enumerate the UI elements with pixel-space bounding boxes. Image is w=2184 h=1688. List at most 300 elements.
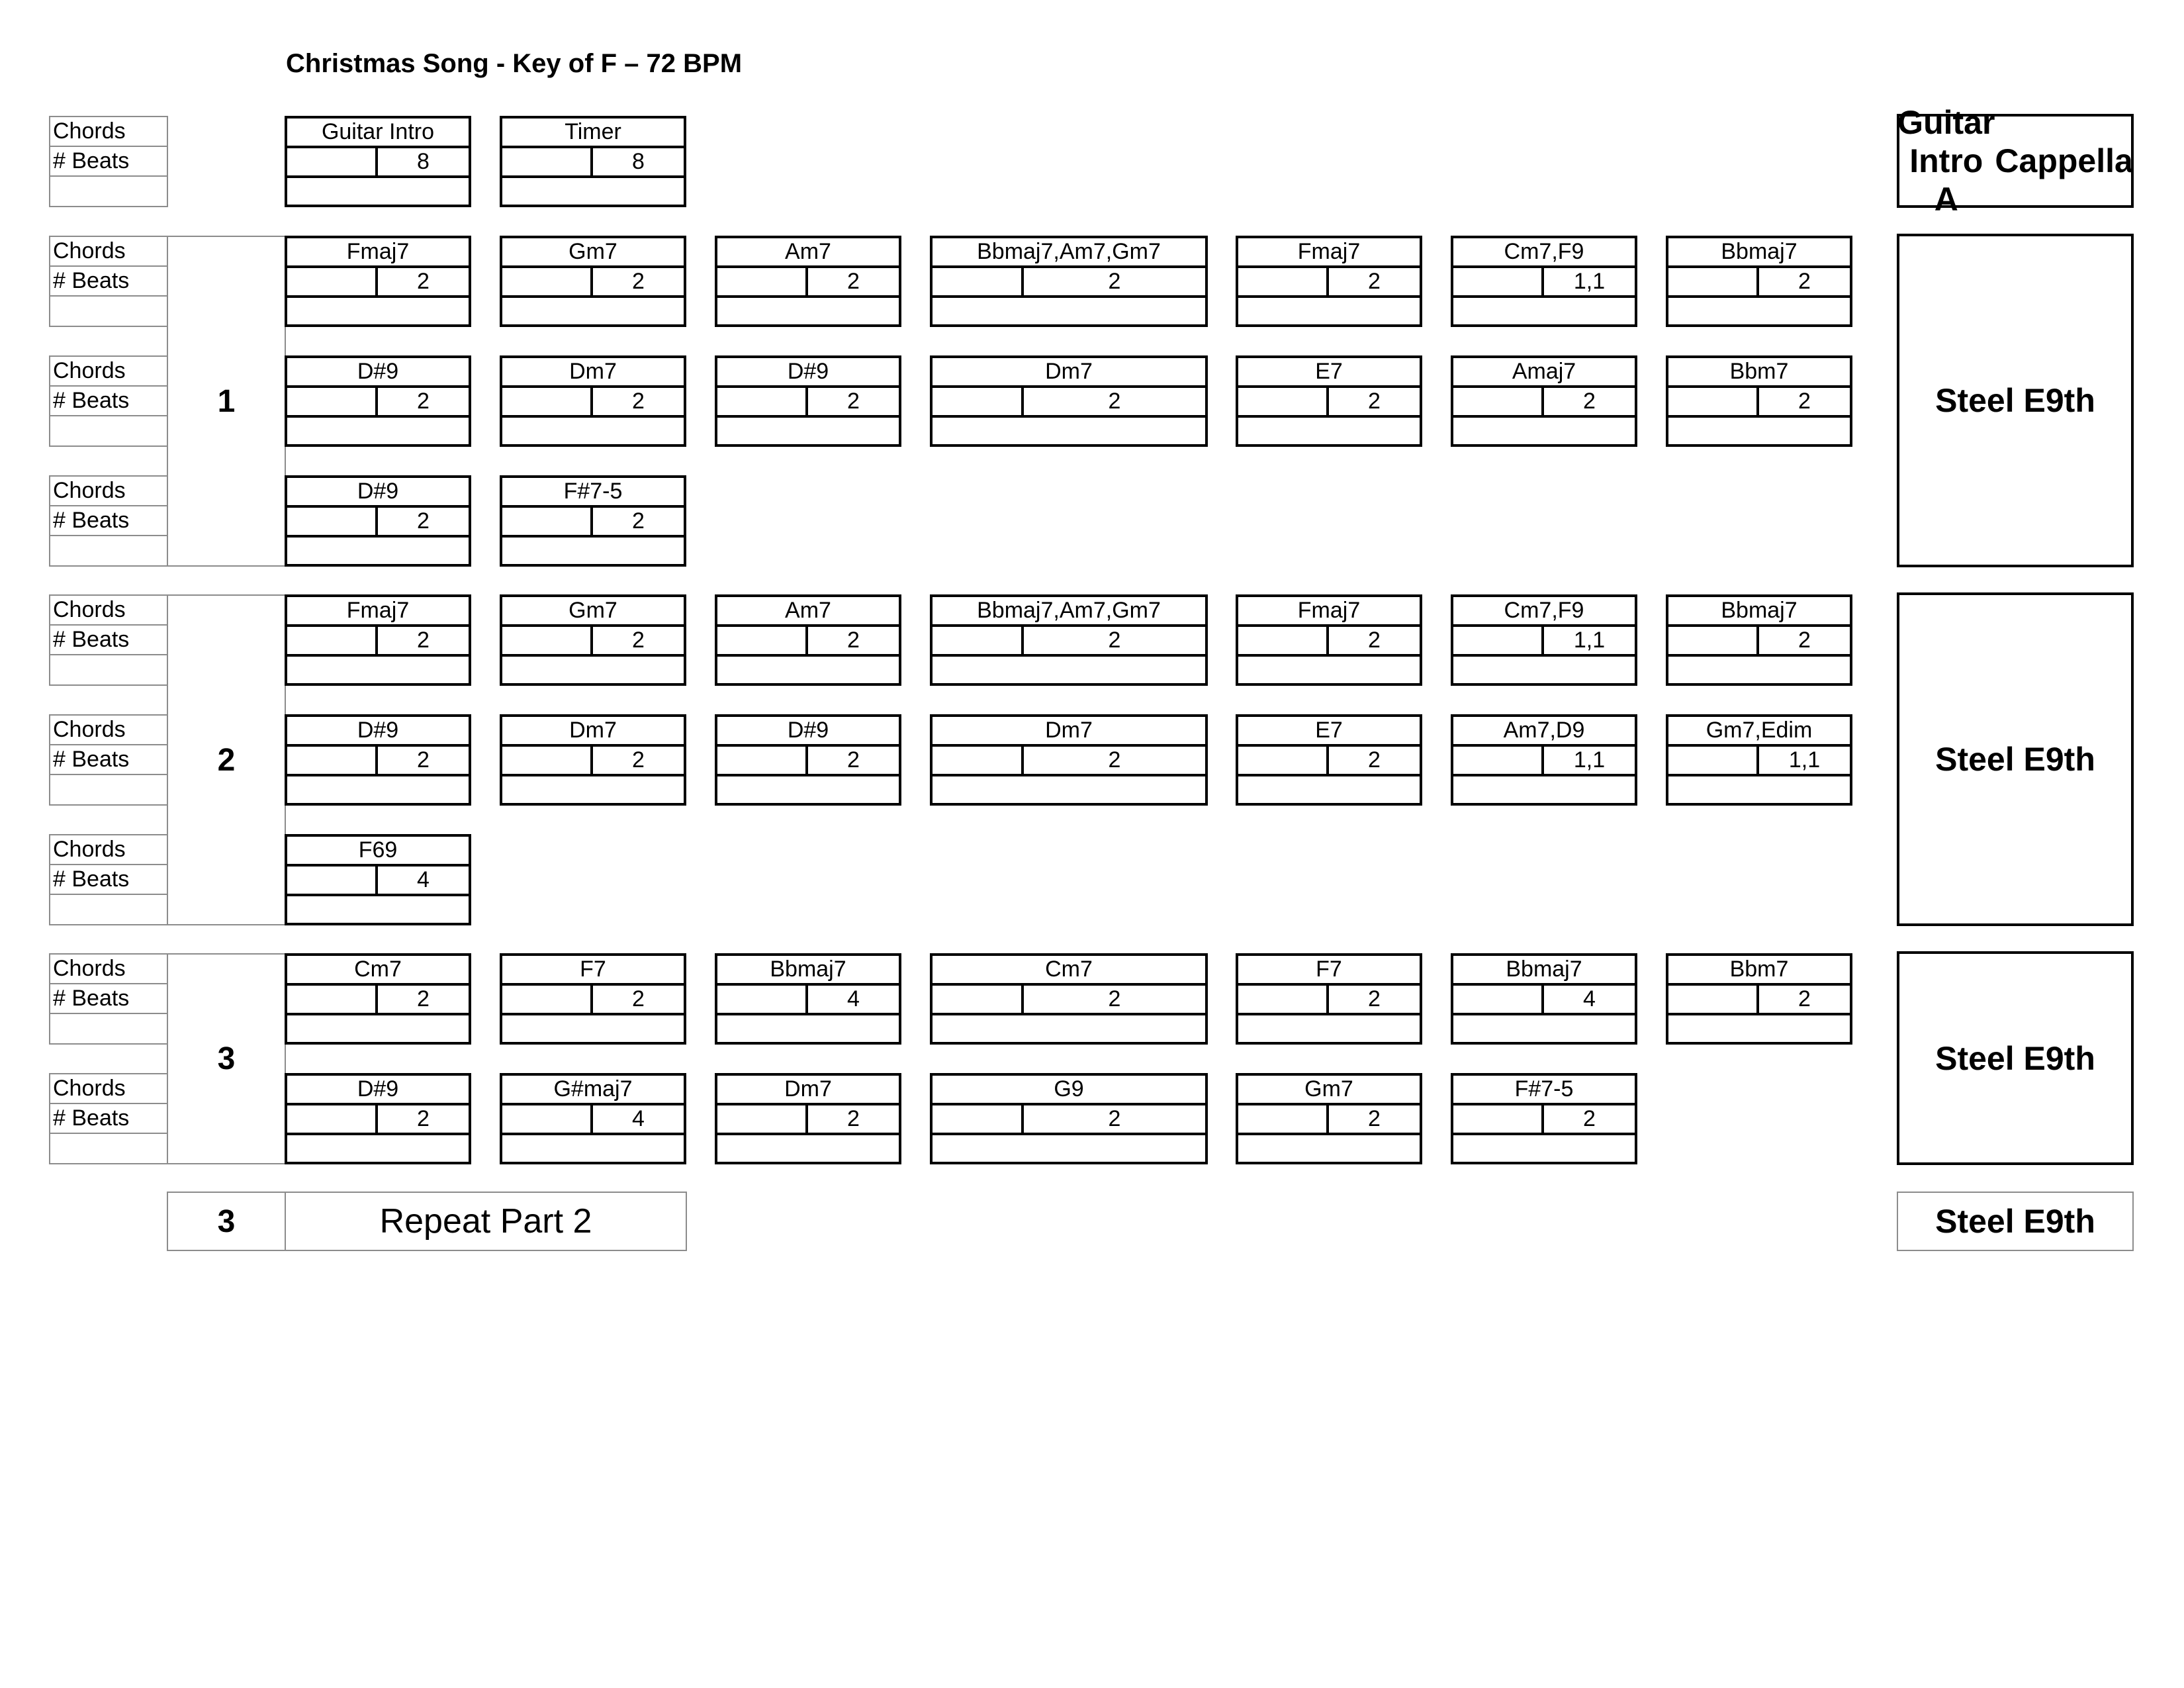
beats-row	[717, 388, 899, 418]
notes-cell[interactable]	[502, 538, 684, 565]
beat-count: 2	[1108, 986, 1121, 1011]
beat-count: 2	[1108, 747, 1121, 773]
chord-box[interactable]	[1236, 953, 1422, 1045]
chord-box[interactable]	[715, 236, 901, 327]
chord-name: Am7	[717, 238, 899, 268]
notes-cell[interactable]	[933, 298, 1205, 326]
beats-blank-cell	[933, 268, 1024, 295]
beats-blank-cell	[1238, 747, 1329, 774]
beats-label: # Beats	[50, 1104, 167, 1134]
beats-blank-cell	[933, 388, 1024, 415]
beat-count: 2	[1368, 747, 1381, 773]
chord-name: Cm7	[933, 956, 1205, 986]
intro-side-line: Cappella	[1995, 142, 2133, 179]
notes-cell[interactable]	[717, 1015, 899, 1043]
beat-count: 2	[632, 269, 645, 294]
notes-cell[interactable]	[1453, 298, 1635, 326]
notes-cell[interactable]	[1453, 776, 1635, 804]
beat-count: 2	[417, 508, 430, 534]
chord-box[interactable]	[1451, 714, 1637, 806]
chord-name: Dm7	[933, 717, 1205, 747]
beat-count: 2	[1798, 269, 1811, 294]
beats-label: # Beats	[50, 865, 167, 895]
beats-row	[1668, 268, 1850, 298]
beat-count: 2	[632, 986, 645, 1011]
chord-name: Cm7,F9	[1453, 238, 1635, 268]
beats-row	[933, 1105, 1205, 1135]
beats-blank-cell	[502, 747, 593, 774]
beats-blank-cell	[717, 1105, 808, 1133]
notes-cell[interactable]	[717, 657, 899, 684]
beats-row	[717, 1105, 899, 1135]
chord-name: F7	[1238, 956, 1420, 986]
row-label-block	[49, 953, 168, 1045]
notes-cell[interactable]	[502, 418, 684, 445]
chord-name: Gm7,Edim	[1668, 717, 1850, 747]
chord-box[interactable]	[285, 355, 471, 447]
beats-blank-cell	[1238, 986, 1329, 1013]
beat-count: 1,1	[1573, 628, 1606, 653]
chord-name: D#9	[717, 358, 899, 388]
beat-count: 2	[417, 986, 430, 1011]
blank-label-cell	[50, 1134, 167, 1164]
beats-label: # Beats	[50, 147, 167, 177]
chord-name: D#9	[287, 717, 469, 747]
chord-box[interactable]	[285, 714, 471, 806]
beats-row	[502, 627, 684, 657]
beats-row	[1668, 388, 1850, 418]
beat-count: 2	[1798, 628, 1811, 653]
beats-blank-cell	[1668, 747, 1759, 774]
chord-box[interactable]	[1451, 594, 1637, 686]
beats-blank-cell	[1238, 1105, 1329, 1133]
blank-label-cell	[50, 895, 167, 925]
beats-blank-cell	[1453, 1105, 1544, 1133]
chord-name: Am7	[717, 597, 899, 627]
chord-name: Dm7	[502, 717, 684, 747]
notes-cell[interactable]	[287, 776, 469, 804]
chord-box[interactable]	[1236, 236, 1422, 327]
blank-label-cell	[50, 177, 167, 207]
chord-box[interactable]	[1451, 1073, 1637, 1164]
beat-count: 4	[847, 986, 860, 1011]
notes-cell[interactable]	[933, 657, 1205, 684]
beat-count: 2	[417, 747, 430, 773]
beats-row	[502, 1105, 684, 1135]
beats-row	[1453, 1105, 1635, 1135]
chords-label: Chords	[50, 237, 167, 267]
repeat-instruction: Repeat Part 2	[285, 1192, 687, 1251]
chord-name: Bbmaj7	[1453, 956, 1635, 986]
chord-box[interactable]	[1236, 594, 1422, 686]
row-label-block	[49, 594, 168, 686]
notes-cell[interactable]	[1238, 1015, 1420, 1043]
beats-blank-cell	[717, 388, 808, 415]
beat-count: 2	[1798, 986, 1811, 1011]
beat-count: 2	[417, 628, 430, 653]
chord-box[interactable]	[500, 475, 686, 567]
notes-cell[interactable]	[717, 776, 899, 804]
notes-cell[interactable]	[1668, 776, 1850, 804]
beats-row	[287, 268, 469, 298]
beats-blank-cell	[287, 508, 378, 535]
notes-cell[interactable]	[1238, 418, 1420, 445]
notes-cell[interactable]	[717, 418, 899, 445]
row-label-block	[49, 834, 168, 925]
chord-box[interactable]	[930, 594, 1208, 686]
beat-count: 4	[632, 1106, 645, 1131]
row-label-block	[49, 355, 168, 447]
notes-cell[interactable]	[287, 896, 469, 924]
notes-cell[interactable]	[287, 1015, 469, 1043]
chord-box[interactable]	[1666, 236, 1852, 327]
chords-label: Chords	[50, 596, 167, 626]
chord-box[interactable]	[930, 236, 1208, 327]
beats-blank-cell	[1668, 268, 1759, 295]
beats-blank-cell	[933, 627, 1024, 654]
beat-count: 2	[1368, 986, 1381, 1011]
section-side-label: Steel E9th	[1897, 234, 2134, 567]
beats-blank-cell	[1453, 986, 1544, 1013]
row-label-block	[49, 475, 168, 567]
chord-name: Cm7,F9	[1453, 597, 1635, 627]
beat-count: 2	[1108, 389, 1121, 414]
chords-label: Chords	[50, 117, 167, 147]
beats-row	[1668, 627, 1850, 657]
beats-blank-cell	[717, 627, 808, 654]
notes-cell[interactable]	[1238, 1135, 1420, 1163]
notes-cell[interactable]	[1668, 657, 1850, 684]
beats-row	[502, 986, 684, 1015]
chords-label: Chords	[50, 835, 167, 865]
notes-cell[interactable]	[287, 298, 469, 326]
page-title: Christmas Song - Key of F – 72 BPM	[286, 49, 743, 78]
beats-blank-cell	[287, 148, 378, 175]
beats-row	[287, 148, 469, 178]
beat-count: 2	[417, 269, 430, 294]
beats-label: # Beats	[50, 387, 167, 416]
chord-name: Dm7	[933, 358, 1205, 388]
beats-row	[287, 747, 469, 776]
notes-cell[interactable]	[287, 1135, 469, 1163]
beats-blank-cell	[287, 627, 378, 654]
beats-row	[1238, 627, 1420, 657]
beats-blank-cell	[287, 388, 378, 415]
beats-row	[287, 986, 469, 1015]
beat-count: 2	[632, 508, 645, 534]
beats-row	[1453, 268, 1635, 298]
beats-blank-cell	[1668, 986, 1759, 1013]
beats-row	[1453, 627, 1635, 657]
beats-label: # Beats	[50, 267, 167, 297]
chord-box[interactable]	[500, 116, 686, 207]
chord-name: F7	[502, 956, 684, 986]
chord-box[interactable]	[285, 1073, 471, 1164]
beats-blank-cell	[287, 986, 378, 1013]
beat-count: 1,1	[1573, 747, 1606, 773]
chord-name: Bbmaj7,Am7,Gm7	[933, 238, 1205, 268]
notes-cell[interactable]	[1238, 298, 1420, 326]
chord-name: Bbmaj7	[1668, 238, 1850, 268]
chord-name: Guitar Intro	[287, 118, 469, 148]
chord-box[interactable]	[1451, 953, 1637, 1045]
beat-count: 8	[632, 149, 645, 174]
beats-label: # Beats	[50, 745, 167, 775]
beats-blank-cell	[933, 747, 1024, 774]
chord-box[interactable]	[500, 355, 686, 447]
chords-label: Chords	[50, 955, 167, 984]
beats-blank-cell	[1238, 388, 1329, 415]
beat-count: 2	[1368, 269, 1381, 294]
intro-side-label	[1897, 104, 2134, 218]
beats-row	[287, 388, 469, 418]
beats-blank-cell	[933, 986, 1024, 1013]
intro-side-line: Guitar Intro A	[1897, 104, 1995, 218]
chord-name: Cm7	[287, 956, 469, 986]
beat-count: 2	[1583, 389, 1596, 414]
chord-name: Timer	[502, 118, 684, 148]
chord-box[interactable]	[285, 834, 471, 925]
chord-name: Am7,D9	[1453, 717, 1635, 747]
beats-blank-cell	[287, 867, 378, 894]
notes-cell[interactable]	[502, 298, 684, 326]
beat-count: 2	[1368, 389, 1381, 414]
chord-name: Fmaj7	[287, 238, 469, 268]
beats-blank-cell	[1453, 268, 1544, 295]
beats-blank-cell	[933, 1105, 1024, 1133]
notes-cell[interactable]	[933, 776, 1205, 804]
beat-count: 2	[1108, 269, 1121, 294]
section-number: 1	[167, 236, 286, 567]
section-side-label: Steel E9th	[1897, 951, 2134, 1165]
beats-row	[502, 388, 684, 418]
chord-box[interactable]	[500, 1073, 686, 1164]
notes-cell[interactable]	[717, 298, 899, 326]
beats-label: # Beats	[50, 626, 167, 655]
chord-box[interactable]	[500, 236, 686, 327]
beats-row	[1238, 268, 1420, 298]
chords-label: Chords	[50, 716, 167, 745]
chord-box[interactable]	[1666, 953, 1852, 1045]
notes-cell[interactable]	[502, 776, 684, 804]
beat-count: 2	[1798, 389, 1811, 414]
chord-box[interactable]	[715, 355, 901, 447]
notes-cell[interactable]	[933, 1135, 1205, 1163]
beats-row	[717, 268, 899, 298]
notes-cell[interactable]	[1453, 657, 1635, 684]
beats-row	[933, 986, 1205, 1015]
blank-label-cell	[50, 536, 167, 566]
notes-cell[interactable]	[502, 178, 684, 206]
blank-label-cell	[50, 655, 167, 685]
chord-name: Bbm7	[1668, 956, 1850, 986]
beats-row	[1668, 986, 1850, 1015]
beats-row	[1453, 388, 1635, 418]
beats-label: # Beats	[50, 506, 167, 536]
beats-blank-cell	[502, 148, 593, 175]
row-label-block	[49, 236, 168, 327]
notes-cell[interactable]	[1453, 418, 1635, 445]
beat-count: 2	[847, 747, 860, 773]
chord-box[interactable]	[500, 714, 686, 806]
notes-cell[interactable]	[502, 1015, 684, 1043]
beats-row	[1453, 747, 1635, 776]
chord-box[interactable]	[1451, 236, 1637, 327]
chord-box[interactable]	[285, 594, 471, 686]
chord-box[interactable]	[715, 1073, 901, 1164]
beats-row	[933, 388, 1205, 418]
chord-name: F#7-5	[502, 478, 684, 508]
notes-cell[interactable]	[1668, 298, 1850, 326]
chord-name: Bbm7	[1668, 358, 1850, 388]
chord-box[interactable]	[1451, 355, 1637, 447]
chord-box[interactable]	[930, 355, 1208, 447]
chord-box[interactable]	[715, 953, 901, 1045]
chord-box[interactable]	[285, 953, 471, 1045]
beats-row	[1238, 1105, 1420, 1135]
chord-box[interactable]	[930, 714, 1208, 806]
chord-name: Fmaj7	[1238, 238, 1420, 268]
beats-row	[287, 508, 469, 538]
chord-name: Gm7	[502, 238, 684, 268]
chord-name: F#7-5	[1453, 1076, 1635, 1105]
beat-count: 2	[1583, 1106, 1596, 1131]
notes-cell[interactable]	[1668, 1015, 1850, 1043]
beats-blank-cell	[1453, 388, 1544, 415]
chord-box[interactable]	[285, 116, 471, 207]
chord-name: G#maj7	[502, 1076, 684, 1105]
row-label-block	[49, 714, 168, 806]
beats-row	[287, 627, 469, 657]
notes-cell[interactable]	[287, 418, 469, 445]
beats-row	[1238, 747, 1420, 776]
beat-count: 4	[1583, 986, 1596, 1011]
chord-box[interactable]	[930, 1073, 1208, 1164]
chord-name: Amaj7	[1453, 358, 1635, 388]
beat-count: 2	[632, 628, 645, 653]
chord-name: Fmaj7	[1238, 597, 1420, 627]
beat-count: 2	[847, 628, 860, 653]
beats-blank-cell	[502, 627, 593, 654]
beats-row	[502, 508, 684, 538]
chord-name: Dm7	[717, 1076, 899, 1105]
beats-blank-cell	[1238, 268, 1329, 295]
beats-blank-cell	[1668, 627, 1759, 654]
chord-box[interactable]	[500, 953, 686, 1045]
notes-cell[interactable]	[287, 538, 469, 565]
chord-box[interactable]	[1666, 355, 1852, 447]
beats-row	[502, 148, 684, 178]
row-label-block	[49, 116, 168, 207]
blank-label-cell	[50, 416, 167, 446]
notes-cell[interactable]	[1453, 1135, 1635, 1163]
beat-count: 2	[1368, 1106, 1381, 1131]
chords-label: Chords	[50, 357, 167, 387]
beats-blank-cell	[502, 986, 593, 1013]
notes-cell[interactable]	[933, 1015, 1205, 1043]
beats-blank-cell	[287, 268, 378, 295]
beats-blank-cell	[502, 268, 593, 295]
chord-box[interactable]	[285, 475, 471, 567]
beats-row	[1453, 986, 1635, 1015]
chord-name: D#9	[717, 717, 899, 747]
section-number: 3	[167, 953, 286, 1164]
beat-count: 2	[417, 389, 430, 414]
chord-name: F69	[287, 837, 469, 867]
chord-name: D#9	[287, 478, 469, 508]
notes-cell[interactable]	[1453, 1015, 1635, 1043]
notes-cell[interactable]	[502, 657, 684, 684]
beats-row	[717, 747, 899, 776]
chord-box[interactable]	[1666, 594, 1852, 686]
beats-blank-cell	[287, 1105, 378, 1133]
beats-row	[502, 747, 684, 776]
notes-cell[interactable]	[287, 178, 469, 206]
repeat-number: 3	[167, 1192, 286, 1251]
blank-label-cell	[50, 297, 167, 326]
beat-count: 2	[632, 389, 645, 414]
chord-name: E7	[1238, 717, 1420, 747]
notes-cell[interactable]	[1238, 776, 1420, 804]
chord-name: Bbmaj7	[717, 956, 899, 986]
notes-cell[interactable]	[717, 1135, 899, 1163]
section-side-label: Steel E9th	[1897, 592, 2134, 926]
chord-name: G9	[933, 1076, 1205, 1105]
beat-count: 2	[1108, 1106, 1121, 1131]
beats-blank-cell	[717, 747, 808, 774]
beat-count: 8	[417, 149, 430, 174]
chord-name: Dm7	[502, 358, 684, 388]
chords-label: Chords	[50, 477, 167, 506]
chord-box[interactable]	[1236, 355, 1422, 447]
beats-blank-cell	[502, 1105, 593, 1133]
blank-label-cell	[50, 775, 167, 805]
beats-blank-cell	[717, 986, 808, 1013]
section-number: 2	[167, 594, 286, 925]
notes-cell[interactable]	[1668, 418, 1850, 445]
notes-cell[interactable]	[502, 1135, 684, 1163]
beat-count: 4	[417, 867, 430, 892]
chord-box[interactable]	[715, 594, 901, 686]
notes-cell[interactable]	[287, 657, 469, 684]
chord-box[interactable]	[715, 714, 901, 806]
beat-count: 1,1	[1788, 747, 1821, 773]
beats-blank-cell	[1238, 627, 1329, 654]
beats-row	[287, 1105, 469, 1135]
chord-box[interactable]	[285, 236, 471, 327]
beats-label: # Beats	[50, 984, 167, 1014]
chord-box[interactable]	[1236, 714, 1422, 806]
chord-box[interactable]	[1666, 714, 1852, 806]
beat-count: 2	[1108, 628, 1121, 653]
chords-label: Chords	[50, 1074, 167, 1104]
beats-row	[1668, 747, 1850, 776]
chord-box[interactable]	[930, 953, 1208, 1045]
beats-row	[933, 268, 1205, 298]
chord-box[interactable]	[500, 594, 686, 686]
beats-row	[717, 627, 899, 657]
notes-cell[interactable]	[933, 418, 1205, 445]
beat-count: 2	[417, 1106, 430, 1131]
beat-count: 2	[847, 269, 860, 294]
blank-label-cell	[50, 1014, 167, 1044]
beats-row	[933, 747, 1205, 776]
beat-count: 1,1	[1573, 269, 1606, 294]
chord-box[interactable]	[1236, 1073, 1422, 1164]
notes-cell[interactable]	[1238, 657, 1420, 684]
beats-row	[1238, 388, 1420, 418]
beats-blank-cell	[1668, 388, 1759, 415]
